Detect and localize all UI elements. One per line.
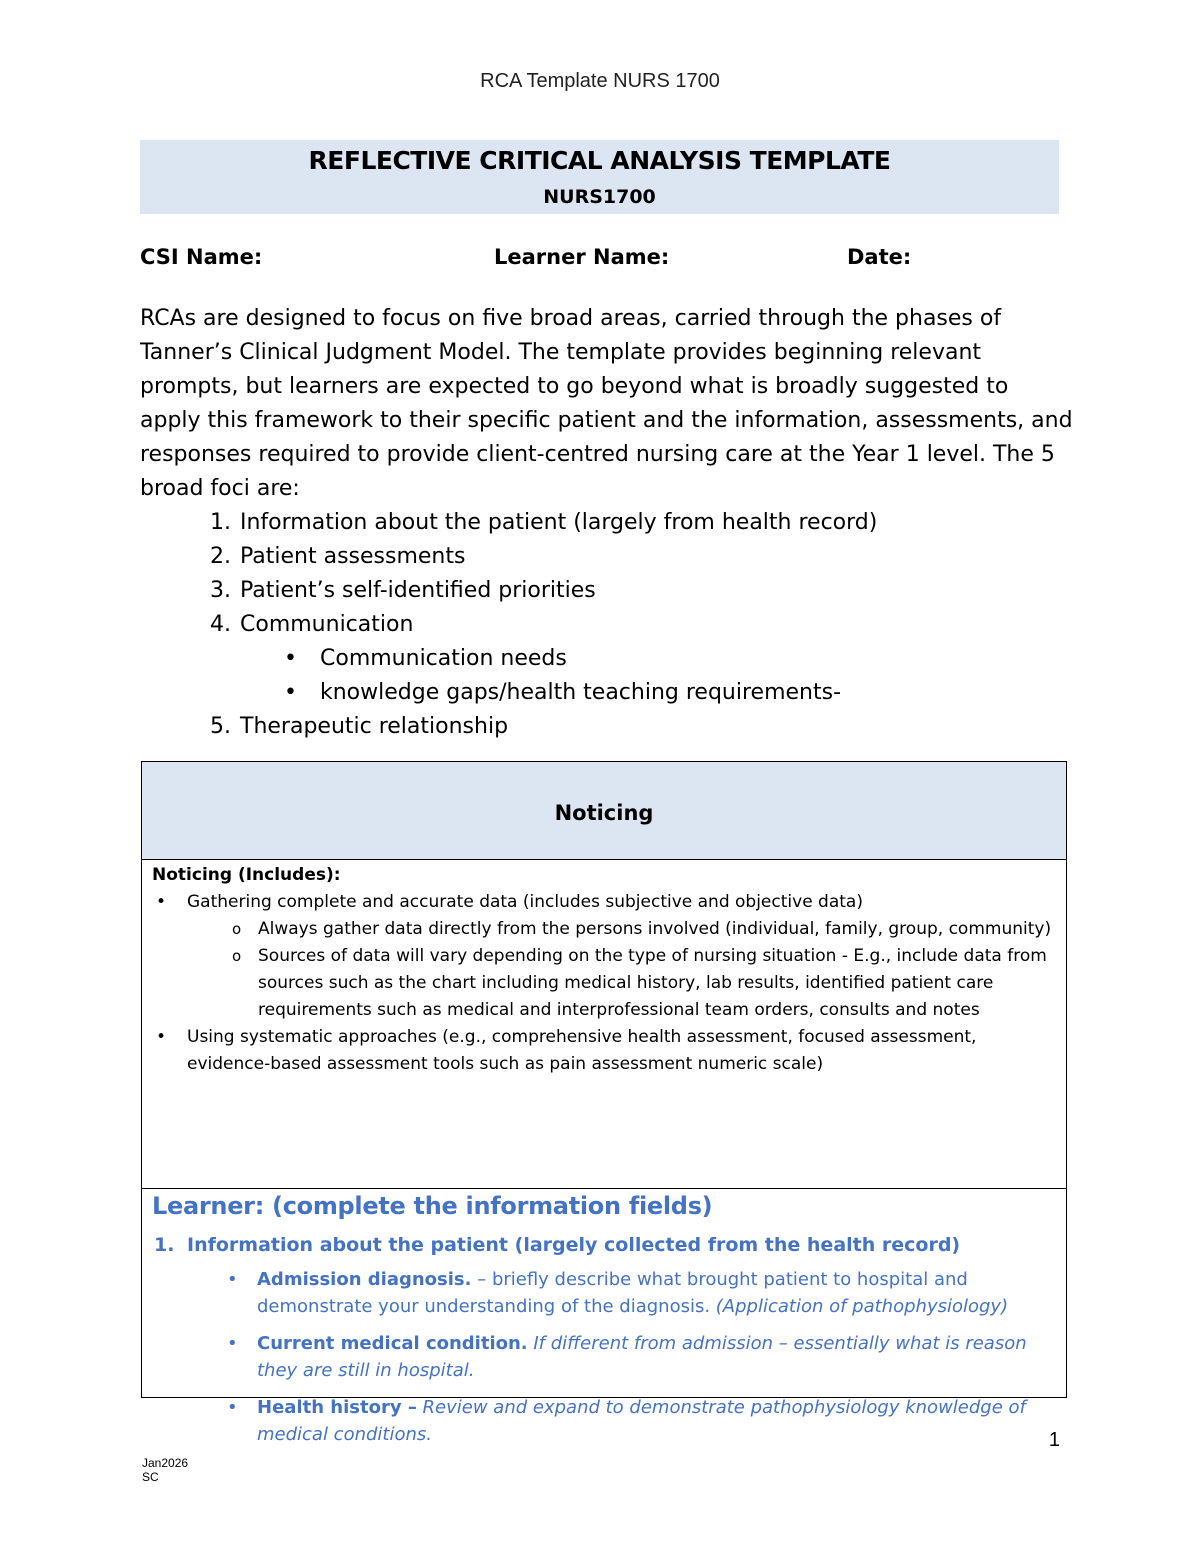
noticing-list: [152, 889, 1056, 1078]
page-number: 1: [1048, 1429, 1060, 1451]
learner-subitem-current-condition: [152, 1330, 1056, 1384]
intro-paragraph: RCAs are designed to focus on five broad areas, carried through the phases of Tanner’s Clinical Judgment Model. The template provides beginning relevant prompts, but learners are expected to go beyond what is broadly suggested to apply this framework to their specific patient and the information, assessments, and responses required to provide client-centred nursing care at the Year 1 level. The 5 broad foci are:: [140, 306, 1073, 501]
date-label: Date:: [847, 245, 912, 269]
subitem-text: – briefly describe what brought patient to hospital and demonstrate your understanding of the diagnosis.: [257, 1269, 968, 1317]
learner-item: [152, 1234, 1056, 1256]
communication-subitem: • knowledge gaps/health teaching requirements-: [318, 676, 1075, 710]
noticing-header-cell: [142, 762, 1066, 860]
foci-list: [140, 506, 1075, 744]
footer-note-line: SC: [142, 1470, 159, 1484]
learner-subitem-admission: [152, 1266, 1056, 1320]
learner-item-label: Information about the patient (largely collected from the health record): [187, 1234, 961, 1256]
document-title: REFLECTIVE CRITICAL ANALYSIS TEMPLATE: [308, 146, 891, 175]
csi-name-label: CSI Name:: [140, 245, 263, 269]
subitem-bold: Current medical condition.: [257, 1333, 528, 1354]
subitem-italic: Review and expand to demonstrate pathophysiology knowledge of medical conditions.: [257, 1397, 1026, 1445]
noticing-includes-label: Noticing (Includes):: [152, 865, 341, 885]
course-code: NURS1700: [543, 186, 656, 208]
subitem-italic: (Application of pathophysiology): [710, 1296, 1009, 1317]
subitem-italic: If different from admission – essentially what is reason they are still in hospital.: [257, 1333, 1027, 1381]
noticing-table: [141, 761, 1067, 1445]
communication-subitem: • Communication needs: [318, 642, 1075, 676]
footer-note: [142, 1456, 188, 1484]
footer-note-line: Jan2026: [142, 1456, 189, 1470]
focus-item: 3. Patient’s self-identified priorities: [238, 574, 1075, 608]
learner-item-number: 1.: [154, 1234, 175, 1256]
noticing-subbullet: o Sources of data will vary depending on the type of nursing situation - E.g., include data from sources such as the chart including medical history, lab results, identified patient care requirements such as medical and interprofessional team orders, consults and notes: [152, 943, 1056, 1024]
learner-subitem-health-history: [152, 1394, 1056, 1448]
learner-title: Learner: (complete the information fields): [152, 1192, 713, 1220]
focus-item: 5. Therapeutic relationship: [238, 710, 1075, 744]
noticing-includes-cell: [142, 860, 1066, 1189]
focus-item: 2. Patient assessments: [238, 540, 1075, 574]
learner-cell: [142, 1189, 1066, 1448]
learner-name-label: Learner Name:: [494, 245, 670, 269]
focus-item: [238, 608, 1075, 710]
focus-item-label: Communication: [240, 612, 414, 637]
noticing-subbullet: o Always gather data directly from the persons involved (individual, family, group, community): [152, 916, 1056, 943]
subitem-bold: Health history –: [257, 1397, 417, 1418]
noticing-bullet: • Using systematic approaches (e.g., comprehensive health assessment, focused assessment, evidence-based assessment tools such as pain assessment numeric scale): [152, 1024, 1056, 1078]
communication-sublist: [240, 642, 1075, 710]
subitem-bold: Admission diagnosis.: [257, 1269, 472, 1290]
running-header: RCA Template NURS 1700: [480, 70, 720, 92]
focus-item: 1. Information about the patient (largely from health record): [238, 506, 1075, 540]
noticing-bullet: • Gathering complete and accurate data (includes subjective and objective data): [152, 889, 1056, 916]
noticing-heading: Noticing: [554, 801, 654, 825]
intro-section: [140, 302, 1075, 744]
